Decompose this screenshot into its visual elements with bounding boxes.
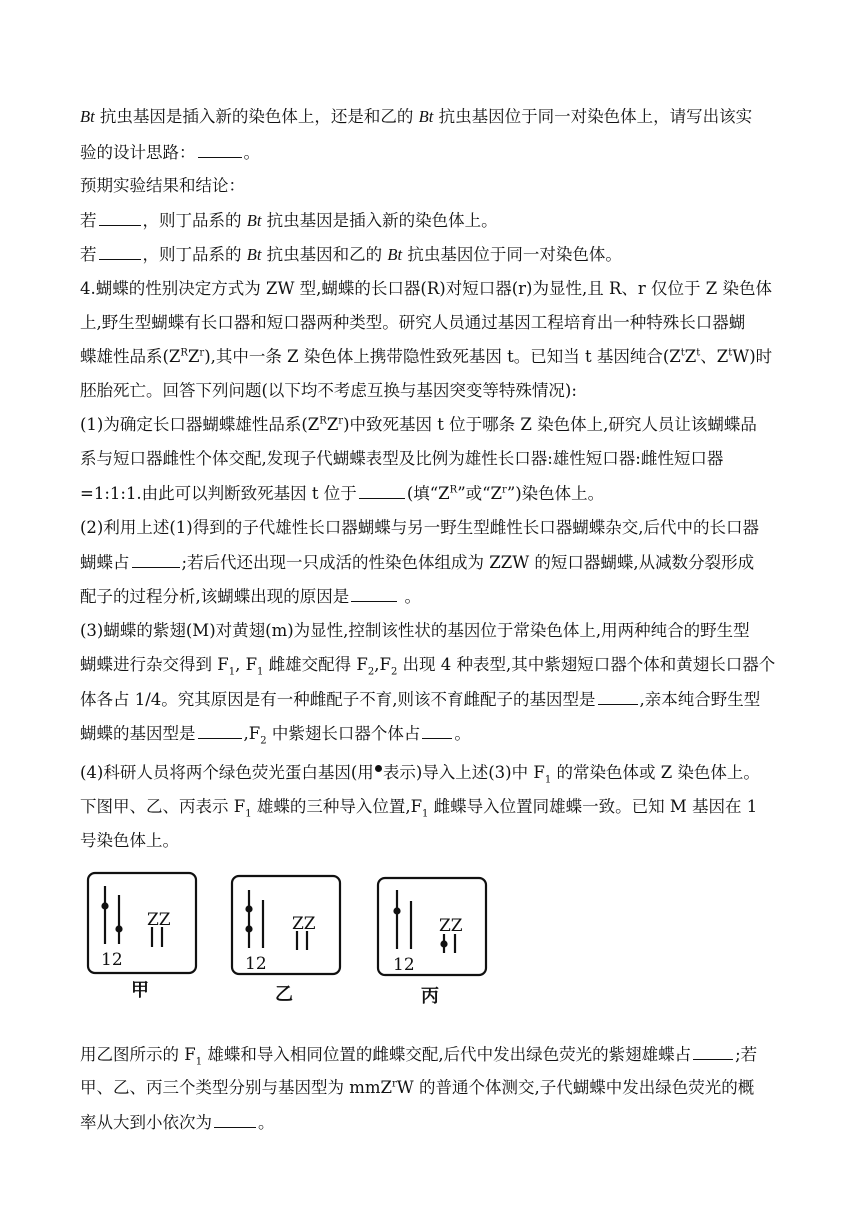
- subscript: 1: [257, 666, 264, 678]
- subscript: 2: [367, 666, 375, 678]
- chromosome-figure: [85, 868, 495, 1018]
- answer-blank[interactable]: [422, 722, 452, 739]
- text-span: 蝴蝶的基因型是: [80, 724, 196, 743]
- text-span: (1)为确定长口器蝴蝶雄性品系(Z: [80, 415, 320, 434]
- text-span: Bt: [80, 107, 95, 126]
- text-line: [80, 312, 745, 334]
- subscript: 2: [260, 735, 267, 747]
- superscript: r: [502, 484, 507, 496]
- text-span: W 的普通个体测交,子代蝴蝶中发出绿色荧光的概: [396, 1078, 755, 1097]
- text-line: [80, 243, 622, 266]
- panel-caption-jia: 甲: [131, 980, 149, 1001]
- superscript: R: [319, 415, 327, 427]
- text-span: (填“Z: [406, 484, 450, 503]
- text-span: Bt: [246, 245, 262, 264]
- text-span: 若: [80, 245, 97, 264]
- text-span: ,F: [243, 724, 261, 743]
- text-span: Bt: [418, 107, 434, 126]
- text-span: ，则丁品系的: [142, 211, 247, 230]
- text-span: 蝶雄性品系(Z: [80, 347, 181, 366]
- superscript: t: [728, 347, 733, 359]
- superscript: r: [199, 347, 205, 359]
- text-span: 率从大到小依次为: [80, 1113, 212, 1132]
- zz-label: ZZ: [147, 910, 171, 930]
- text-span: )中致死基因 t 位于哪条 Z 染色体上,研究人员让该蝴蝶品: [343, 415, 757, 434]
- text-span: Z: [326, 415, 339, 434]
- text-line: [80, 722, 471, 745]
- text-span: Bt: [246, 211, 262, 230]
- text-span: 用乙图所示的 F: [80, 1045, 196, 1064]
- text-line: [80, 141, 260, 164]
- superscript: r: [338, 415, 344, 427]
- text-span: 抗虫基因是插入新的染色体上。: [261, 211, 498, 230]
- answer-blank[interactable]: [99, 209, 141, 226]
- text-span: ”)染色体上。: [506, 484, 605, 503]
- text-line: [80, 414, 757, 436]
- text-line: [80, 1043, 757, 1066]
- superscript: t: [680, 347, 685, 359]
- text-span: ,亲本纯合野生型: [639, 690, 761, 709]
- text-span: 预期实验结果和结论：: [80, 176, 245, 195]
- text-span: Z: [187, 347, 200, 366]
- answer-blank[interactable]: [132, 551, 180, 568]
- text-line: [80, 346, 772, 368]
- text-line: [80, 620, 750, 642]
- text-line: [80, 106, 752, 128]
- panel-caption-yi: 乙: [275, 984, 293, 1005]
- answer-blank[interactable]: [359, 482, 405, 499]
- text-span: (4)科研人员将两个绿色荧光蛋白基因(用: [80, 763, 374, 782]
- text-span: 若: [80, 211, 97, 230]
- fluorescent-gene-dot-icon: [375, 765, 382, 772]
- text-line: [80, 1111, 275, 1134]
- subscript: 1: [195, 1056, 203, 1068]
- text-line: [80, 762, 760, 784]
- text-span: 表示)导入上述(3)中 F: [382, 763, 545, 782]
- text-span: 号染色体上。: [80, 831, 179, 850]
- text-line: [80, 517, 759, 539]
- gfp-dot-icon: [440, 940, 447, 947]
- chromosome-number-label: 12: [245, 954, 267, 974]
- text-span: 胚胎死亡。回答下列问题(以下均不考虑互换与基因突变等特殊情况):: [80, 381, 577, 400]
- text-line: [80, 448, 723, 470]
- text-line: [80, 796, 757, 818]
- gfp-dot-icon: [101, 902, 108, 909]
- subscript: 1: [544, 774, 552, 786]
- gfp-dot-icon: [245, 925, 252, 932]
- text-span: 雌蝶导入位置同雄蝶一致。已知 M 基因在 1: [428, 797, 758, 816]
- text-span: 中紫翅长口器个体占: [266, 724, 421, 743]
- text-span: ，则丁品系的: [142, 245, 247, 264]
- text-span: 。: [454, 724, 471, 743]
- text-span: , F: [235, 655, 258, 674]
- text-line: [80, 380, 577, 402]
- text-span: (2)利用上述(1)得到的子代雄性长口器蝴蝶与另一野生型雌性长口器蝴蝶杂交,后代中的长口器: [80, 518, 759, 537]
- text-span: W)时: [732, 347, 773, 366]
- text-span: 雄蝶和导入相同位置的雌蝶交配,后代中发出绿色荧光的紫翅雄蝶占: [202, 1045, 692, 1064]
- text-line: [80, 1077, 754, 1099]
- text-span: 甲、乙、丙三个类型分别与基因型为 mmZ: [80, 1078, 393, 1097]
- text-span: 的常染色体或 Z 染色体上。: [551, 763, 760, 782]
- text-span: 。: [243, 143, 260, 162]
- text-span: 。: [399, 587, 421, 606]
- subscript: 1: [422, 808, 429, 820]
- text-line: [80, 209, 498, 232]
- gfp-dot-icon: [393, 907, 400, 914]
- subscript: 1: [228, 666, 236, 678]
- text-span: 验的设计思路：: [80, 143, 196, 162]
- text-line: [80, 482, 604, 505]
- zz-label: ZZ: [439, 916, 463, 936]
- text-span: 体各占 1/4。究其原因是有一种雌配子不育,则该不育雌配子的基因型是: [80, 690, 596, 709]
- text-line: [80, 688, 760, 711]
- text-span: 出现 4 种表型,其中紫翅短口器个体和黄翅长口器个: [397, 655, 776, 674]
- text-line: [80, 830, 179, 852]
- answer-blank[interactable]: [693, 1043, 733, 1060]
- text-span: 下图甲、乙、丙表示 F: [80, 797, 246, 816]
- answer-blank[interactable]: [198, 722, 242, 739]
- text-span: 抗虫基因位于同一对染色体。: [402, 245, 622, 264]
- text-span: ”或“Z: [457, 484, 503, 503]
- answer-blank[interactable]: [99, 243, 141, 260]
- zz-label: ZZ: [292, 914, 316, 934]
- answer-blank[interactable]: [198, 141, 242, 158]
- panel-caption-bing: 丙: [421, 986, 439, 1007]
- superscript: r: [392, 1078, 397, 1090]
- text-span: ;若: [735, 1045, 758, 1064]
- text-line: [80, 175, 245, 197]
- superscript: R: [449, 484, 458, 496]
- text-line: [80, 278, 772, 300]
- text-span: Bt: [387, 245, 403, 264]
- text-span: 配子的过程分析,该蝴蝶出现的原因是: [80, 587, 350, 606]
- text-span: ;若后代还出现一只成活的性染色体组成为 ZZW 的短口器蝴蝶,从减数分裂形成: [181, 553, 755, 572]
- superscript: R: [180, 347, 188, 359]
- text-span: 抗虫基因位于同一对染色体上，请写出该实: [433, 107, 753, 126]
- chromosome-number-label: 12: [101, 950, 123, 970]
- text-span: =1:1:1.由此可以判断致死基因 t 位于: [80, 484, 357, 503]
- text-span: 抗虫基因和乙的: [261, 245, 388, 264]
- chromosome-number-label: 12: [393, 955, 415, 975]
- text-span: 蝴蝶占: [80, 553, 130, 572]
- text-line: [80, 654, 775, 676]
- text-span: ,F: [374, 655, 391, 674]
- text-span: 抗虫基因是插入新的染色体上，还是和乙的: [94, 107, 419, 126]
- text-span: 4.蝴蝶的性别决定方式为 ZW 型,蝴蝶的长口器(R)对短口器(r)为显性,且 R、r 仅位于 Z 染色体: [80, 279, 772, 298]
- answer-blank[interactable]: [598, 688, 638, 705]
- answer-blank[interactable]: [214, 1111, 256, 1128]
- text-span: 上,野生型蝴蝶有长口器和短口器两种类型。研究人员通过基因工程培育出一种特殊长口器蝴: [80, 313, 746, 332]
- gfp-dot-icon: [245, 905, 252, 912]
- gfp-dot-icon: [115, 925, 122, 932]
- answer-blank[interactable]: [351, 585, 397, 602]
- text-span: 。: [258, 1113, 275, 1132]
- text-span: 、Z: [700, 347, 729, 366]
- text-span: Z: [684, 347, 697, 366]
- subscript: 2: [390, 666, 398, 678]
- text-line: [80, 585, 421, 608]
- subscript: 1: [245, 808, 252, 820]
- text-span: 雄蝶的三种导入位置,F: [251, 797, 423, 816]
- superscript: t: [696, 347, 701, 359]
- text-span: 蝴蝶进行杂交得到 F: [80, 655, 229, 674]
- text-span: 系与短口器雌性个体交配,发现子代蝴蝶表型及比例为雄性长口器:雄性短口器:雌性短口器: [80, 449, 724, 468]
- text-span: 雌雄交配得 F: [263, 655, 368, 674]
- text-line: [80, 551, 754, 574]
- text-span: (3)蝴蝶的紫翅(M)对黄翅(m)为显性,控制该性状的基因位于常染色体上,用两种纯合的野生型: [80, 621, 750, 640]
- chromosome-diagram: [85, 868, 495, 978]
- text-span: ),其中一条 Z 染色体上携带隐性致死基因 t。已知当 t 基因纯合(Z: [204, 347, 681, 366]
